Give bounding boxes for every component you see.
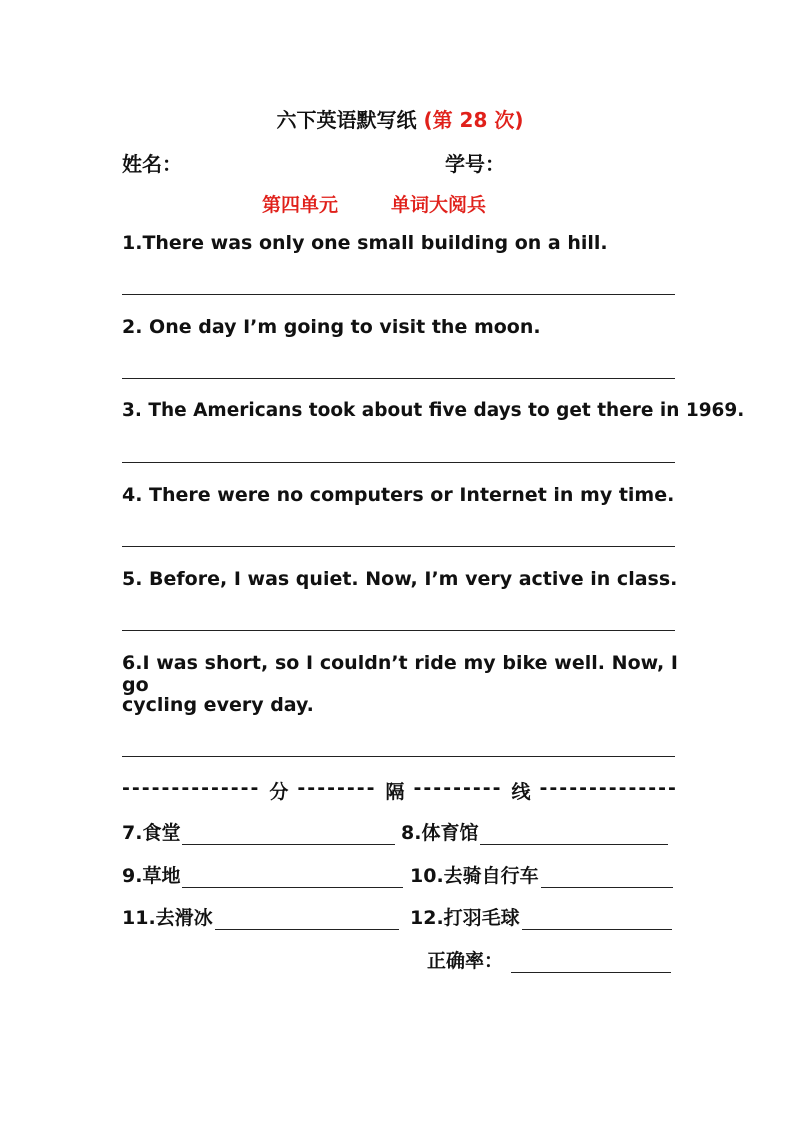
divider-char-xian: 线 [511,781,531,803]
divider-char-ge: 隔 [385,781,405,803]
vocab-label: 11.去滑冰 [122,907,213,929]
writing-line-6[interactable] [122,756,675,757]
writing-line-5[interactable] [122,630,675,631]
sentence-2: 2. One day I’m going to visit the moon. [122,316,541,338]
page-title [0,104,800,133]
vocab-item-11 [122,903,399,930]
accuracy-blank[interactable] [511,950,671,973]
unit-label: 第四单元 [262,194,339,216]
title-main: 六下英语默写纸 [276,108,417,132]
section-divider [122,777,678,804]
vocab-item-7 [122,818,395,845]
divider-char-fen: 分 [269,781,289,803]
vocab-blank[interactable] [182,822,395,845]
vocab-blank[interactable] [480,822,668,845]
vocab-label: 9.草地 [122,865,181,887]
vocab-item-12 [410,903,672,930]
divider-dashes: --------- [413,777,503,799]
vocab-label: 10.去骑自行车 [410,865,539,887]
divider-dashes: -------- [297,777,377,799]
sentence-3: 3. The Americans took about five days to get there in 1969. [122,400,745,421]
sentence-6-line-1: 6.I was short, so I couldn’t ride my bike well. Now, I go [122,652,678,696]
writing-line-4[interactable] [122,546,675,547]
vocab-label: 8.体育馆 [401,822,479,844]
vocab-blank[interactable] [541,865,673,888]
vocab-item-9 [122,861,403,888]
vocab-blank[interactable] [215,907,399,930]
sentence-6-line-2: cycling every day. [122,694,314,716]
writing-line-2[interactable] [122,378,675,379]
student-id-label: 学号： [445,152,505,176]
title-round: (第 28 次) [423,108,524,132]
unit-topic: 单词大阅兵 [391,194,487,216]
writing-line-3[interactable] [122,462,675,463]
sentence-5: 5. Before, I was quiet. Now, I’m very active in class. [122,568,678,590]
vocab-label: 12.打羽毛球 [410,907,520,929]
vocab-blank[interactable] [182,865,403,888]
name-label: 姓名： [122,152,182,176]
vocab-blank[interactable] [522,907,672,930]
divider-dashes: -------------- [539,777,678,799]
accuracy-field [427,946,671,973]
vocab-item-10 [410,861,673,888]
sentence-1: 1.There was only one small building on a hill. [122,232,608,254]
sentence-4: 4. There were no computers or Internet in my time. [122,484,675,506]
writing-line-1[interactable] [122,294,675,295]
divider-dashes: -------------- [122,777,261,799]
vocab-label: 7.食堂 [122,822,181,844]
accuracy-label: 正确率： [427,950,504,972]
vocab-item-8 [401,818,668,845]
